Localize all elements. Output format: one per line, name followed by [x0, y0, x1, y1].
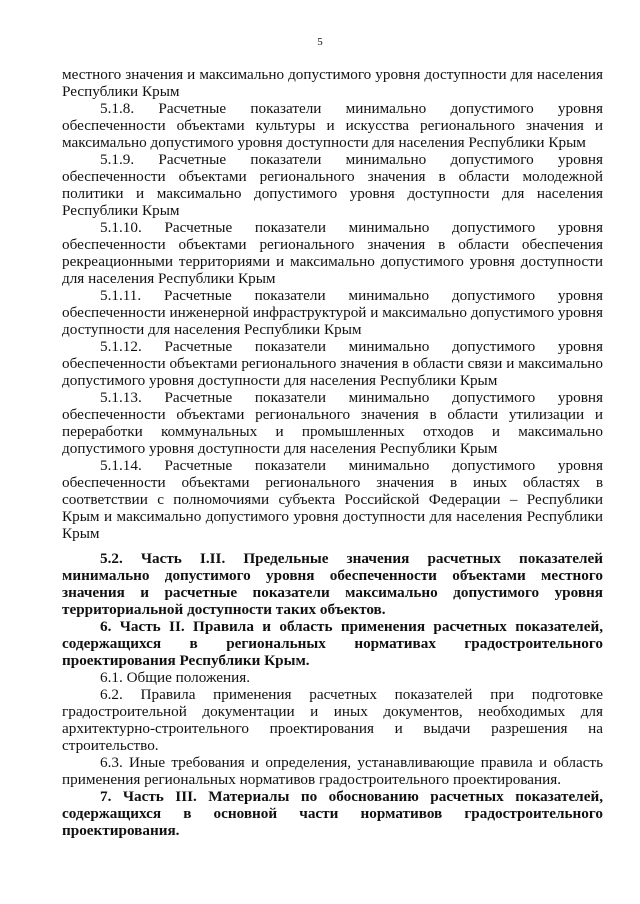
paragraph-5-1-11: 5.1.11. Расчетные показатели минимально допустимого уровня обеспеченности инженерной инфраструктурой и максимально допустимого уровня доступности для населения Республики Крым	[62, 287, 603, 338]
paragraph-5-1-13: 5.1.13. Расчетные показатели минимально допустимого уровня обеспеченности объектами регионального значения в области утилизации и переработки коммунальных и промышленных отходов и максимально допустимого уровня доступности для населения Республики Крым	[62, 389, 603, 457]
paragraph-6-2: 6.2. Правила применения расчетных показателей при подготовке градостроительной документации и иных документов, необходимых для архитектурно-строительного проектирования и выдачи разрешения на строительство.	[62, 686, 603, 754]
paragraph-5-1-10: 5.1.10. Расчетные показатели минимально допустимого уровня обеспеченности объектами регионального значения в области обеспечения рекреационными территориями и максимально допустимого уровня доступности для населения Республики Крым	[62, 219, 603, 287]
paragraph-5-1-8: 5.1.8. Расчетные показатели минимально допустимого уровня обеспеченности объектами культуры и искусства регионального значения и максимально допустимого уровня доступности для населения Республики Крым	[62, 100, 603, 151]
heading-6: 6. Часть II. Правила и область применения расчетных показателей, содержащихся в региональных нормативах градостроительного проектирования Республики Крым.	[62, 618, 603, 669]
paragraph-6-3: 6.3. Иные требования и определения, устанавливающие правила и область применения региональных нормативов градостроительного проектирования.	[62, 754, 603, 788]
heading-5-2: 5.2. Часть I.II. Предельные значения расчетных показателей минимально допустимого уровня обеспеченности объектами местного значения и расчетные показатели максимально допустимого уровня территориальной доступности таких объектов.	[62, 550, 603, 618]
page-number: 5	[317, 36, 323, 48]
document-body	[62, 66, 603, 839]
paragraph-continuation: местного значения и максимально допустимого уровня доступности для населения Республики Крым	[62, 66, 603, 100]
heading-7: 7. Часть III. Материалы по обоснованию расчетных показателей, содержащихся в основной части нормативов градостроительного проектирования.	[62, 788, 603, 839]
paragraph-5-1-12: 5.1.12. Расчетные показатели минимально допустимого уровня обеспеченности объектами регионального значения в области связи и максимально допустимого уровня доступности для населения Республики Крым	[62, 338, 603, 389]
paragraph-5-1-14: 5.1.14. Расчетные показатели минимально допустимого уровня обеспеченности объектами регионального значения в иных областях в соответствии с полномочиями субъекта Российской Федерации – Республики Крым и максимально допустимого уровня доступности для населения Республики Крым	[62, 457, 603, 542]
paragraph-5-1-9: 5.1.9. Расчетные показатели минимально допустимого уровня обеспеченности объектами регионального значения в области молодежной политики и максимально допустимого уровня доступности для населения Республики Крым	[62, 151, 603, 219]
paragraph-6-1: 6.1. Общие положения.	[100, 669, 251, 686]
